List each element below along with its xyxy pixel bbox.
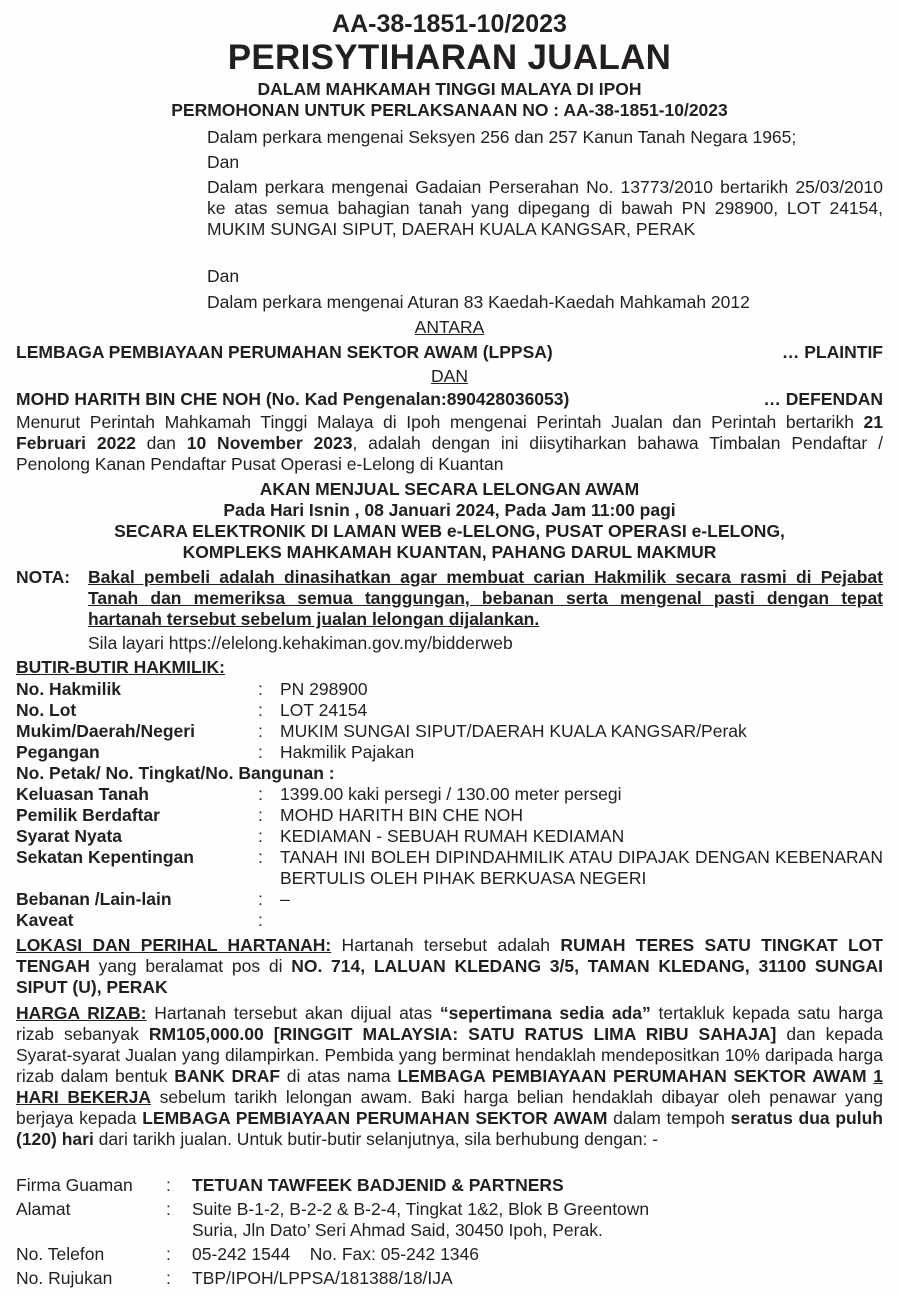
reserve-price-label: HARGA RIZAB: [16,1003,147,1023]
firm-phone: 05-242 1544 No. Fax: 05-242 1346 [192,1244,480,1264]
field-colon: : [258,679,263,699]
matter-1: Dalam perkara mengenai Seksyen 256 dan 257 Kanun Tanah Negara 1965; [207,127,797,147]
antara-label: ANTARA [414,317,485,337]
firm-label: Firma Guaman [16,1175,133,1195]
auction-line-3: SECARA ELEKTRONIK DI LAMAN WEB e-LELONG, PUSAT OPERASI e-LELONG, [114,521,785,541]
particulars-row [16,889,883,910]
address-line-2: Suria, Jln Dato’ Seri Ahmad Said, 30450 Ipoh, Perak. [192,1220,603,1240]
plaintiff-name: LEMBAGA PEMBIAYAAN PERUMAHAN SEKTOR AWAM (LPPSA) [16,342,553,362]
field-value: MUKIM SUNGAI SIPUT/DAERAH KUALA KANGSAR/Perak [280,721,747,741]
reserve-text: dalam tempoh [607,1108,731,1128]
field-value: – [280,889,290,909]
dan-label: DAN [431,366,468,386]
particulars-row [16,679,883,700]
field-label: No. Hakmilik [16,679,122,699]
firm-row [16,1199,883,1241]
particulars-table [16,679,883,931]
plaintiff-row [16,342,883,363]
reserve-text: dari tarikh jualan. Untuk butir-butir selanjutnya, sila berhubung dengan: - [93,1129,659,1149]
court-name: DALAM MAHKAMAH TINGGI MALAYA DI IPOH [257,79,642,99]
firm-label: Alamat [16,1199,71,1219]
firm-reference: TBP/IPOH/LPPSA/181388/18/IJA [192,1268,453,1288]
order-text: , adalah dengan ini diisytiharkan bahawa Timbalan Pendaftar / Penolong Kanan Pendaftar Pusat Operasi e-Lelong di Kuantan [16,433,883,474]
firm-colon: : [166,1175,171,1195]
location-label: LOKASI DAN PERIHAL HARTANAH: [16,935,332,955]
field-value: PN 298900 [280,679,368,699]
firm-name: TETUAN TAWFEEK BADJENID & PARTNERS [192,1175,564,1195]
reserve-bold: BANK DRAF [174,1066,281,1086]
location-paragraph [16,935,883,998]
field-value: TANAH INI BOLEH DIPINDAHMILIK ATAU DIPAJAK DENGAN KEBENARAN BERTULIS OLEH PIHAK BERKUASA NEGERI [280,847,883,888]
reserve-text: Hartanah tersebut akan dijual atas [146,1003,440,1023]
field-colon: : [258,805,263,825]
field-value: 1399.00 kaki persegi / 130.00 meter persegi [280,784,622,804]
field-colon: : [258,910,263,930]
field-label: Mukim/Daerah/Negeri [16,721,195,741]
firm-colon: : [166,1199,171,1219]
field-value: MOHD HARITH BIN CHE NOH [280,805,524,825]
auction-line-4: KOMPLEKS MAHKAMAH KUANTAN, PAHANG DARUL MAKMUR [182,542,717,562]
matter-2: Dalam perkara mengenai Gadaian Perserahan No. 13773/2010 bertarikh 25/03/2010 ke atas semua bahagian tanah yang dipegang di bawah PN 298900, LOT 24154, MUKIM SUNGAI SIPUT, DAERAH KUALA KANGSAR, PERAK [207,177,883,239]
particulars-row [16,805,883,826]
reserve-bold: “sepertimana sedia ada” [439,1003,651,1023]
field-label: Bebanan /Lain-lain [16,889,172,909]
reserve-bold: seratus dua puluh (120) hari [16,1108,883,1149]
property-type: RUMAH TERES SATU TINGKAT LOT TENGAH [16,935,883,976]
field-label: Pemilik Berdaftar [16,805,160,825]
reserve-bold: LEMBAGA PEMBIAYAAN PERUMAHAN SEKTOR AWAM [142,1108,608,1128]
matter-3: Dalam perkara mengenai Aturan 83 Kaedah-Kaedah Mahkamah 2012 [207,292,750,312]
auction-line-2: Pada Hari Isnin , 08 Januari 2024, Pada Jam 11:00 pagi [223,500,676,520]
reserve-text: di atas nama [280,1066,398,1086]
particulars-row [16,721,883,742]
firm-address [192,1199,883,1241]
document-title: PERISYTIHARAN JUALAN [227,38,672,77]
auction-line-1: AKAN MENJUAL SECARA LELONGAN AWAM [259,479,640,499]
address-line-1: Suite B-1-2, B-2-2 & B-2-4, Tingkat 1&2, Blok B Greentown [192,1199,650,1219]
order-text: Menurut Perintah Mahkamah Tinggi Malaya di Ipoh mengenai Perintah Jualan dan Perintah bertarikh [16,412,864,432]
petak-label: No. Petak/ No. Tingkat/No. Bangunan : [16,763,335,783]
field-value: KEDIAMAN - SEBUAH RUMAH KEDIAMAN [280,826,625,846]
particulars-row [16,700,883,721]
field-colon: : [258,742,263,762]
particulars-row [16,826,883,847]
firm-label: No. Telefon [16,1244,105,1264]
reserve-bold: 1 HARI BEKERJA [16,1066,883,1107]
matter-and-1: Dan [207,152,240,172]
case-number: AA-38-1851-10/2023 [332,10,567,38]
order-date-2: 10 November 2023 [186,433,353,453]
field-label: Pegangan [16,742,100,762]
defendant-name: MOHD HARITH BIN CHE NOH (No. Kad Pengenalan:890428036053) [16,389,570,409]
field-colon: : [258,826,263,846]
field-colon: : [258,889,263,909]
field-colon: : [258,784,263,804]
plaintiff-role: … PLAINTIF [781,342,883,362]
reserve-amount: RM105,000.00 [RINGGIT MALAYSIA: SATU RATUS LIMA RIBU SAHAJA] [148,1024,777,1044]
field-label: Syarat Nyata [16,826,123,846]
defendant-role: … DEFENDAN [763,389,883,409]
firm-colon: : [166,1244,171,1264]
firm-label: No. Rujukan [16,1268,113,1288]
nota-url: Sila layari https://elelong.kehakiman.gov.my/bidderweb [88,633,513,653]
law-firm-table [16,1175,883,1289]
reserve-text: tertakluk kepada satu harga rizab sebanyak [16,1003,883,1044]
firm-colon: : [166,1268,171,1288]
particulars-row [16,742,883,763]
reserve-price-paragraph [16,1003,883,1150]
field-label: Sekatan Kepentingan [16,847,194,867]
field-value: LOT 24154 [280,700,368,720]
property-address: NO. 714, LALUAN KLEDANG 3/5, TAMAN KLEDANG, 31100 SUNGAI SIPUT (U), PERAK [16,956,883,997]
field-colon: : [258,721,263,741]
reserve-text: sebelum tarikh lelongan awam. Baki harga belian hendaklah dibayar oleh penawar yang berjaya kepada [16,1087,883,1128]
location-text: Hartanah tersebut adalah [331,935,561,955]
field-value [280,910,883,931]
order-text: dan [135,433,187,453]
firm-row [16,1175,883,1196]
particulars-row [16,910,883,931]
field-value: Hakmilik Pajakan [280,742,415,762]
field-label: Kaveat [16,910,74,930]
order-paragraph [16,412,883,475]
reserve-bold: LEMBAGA PEMBIAYAAN PERUMAHAN SEKTOR AWAM [397,1066,867,1086]
nota-label: NOTA: [16,567,71,587]
order-date-1: 21 Februari 2022 [16,412,883,453]
firm-row [16,1268,883,1289]
field-label: No. Lot [16,700,77,720]
particulars-row [16,847,883,889]
field-colon: : [258,700,263,720]
nota-text: Bakal pembeli adalah dinasihatkan agar membuat carian Hakmilik secara rasmi di Pejabat Tanah dan memeriksa semua tanggungan, bebanan serta mengenal pasti dengan tepat hartanah tersebut sebelum jualan lelongan dijalankan. [88,567,883,629]
location-text: yang beralamat pos di [89,956,292,976]
application-number: PERMOHONAN UNTUK PERLAKSANAAN NO : AA-38-1851-10/2023 [171,100,728,120]
field-colon: : [258,847,263,867]
particulars-row [16,784,883,805]
firm-row [16,1244,883,1265]
matter-and-2: Dan [207,266,240,286]
field-label: Keluasan Tanah [16,784,149,804]
reserve-text: dan kepada Syarat-syarat Jualan yang dilampirkan. Pembida yang berminat hendaklah mendepositkan 10% daripada harga rizab dalam bentuk [16,1024,883,1086]
particulars-heading: BUTIR-BUTIR HAKMILIK: [16,657,225,677]
defendant-row [16,389,883,410]
